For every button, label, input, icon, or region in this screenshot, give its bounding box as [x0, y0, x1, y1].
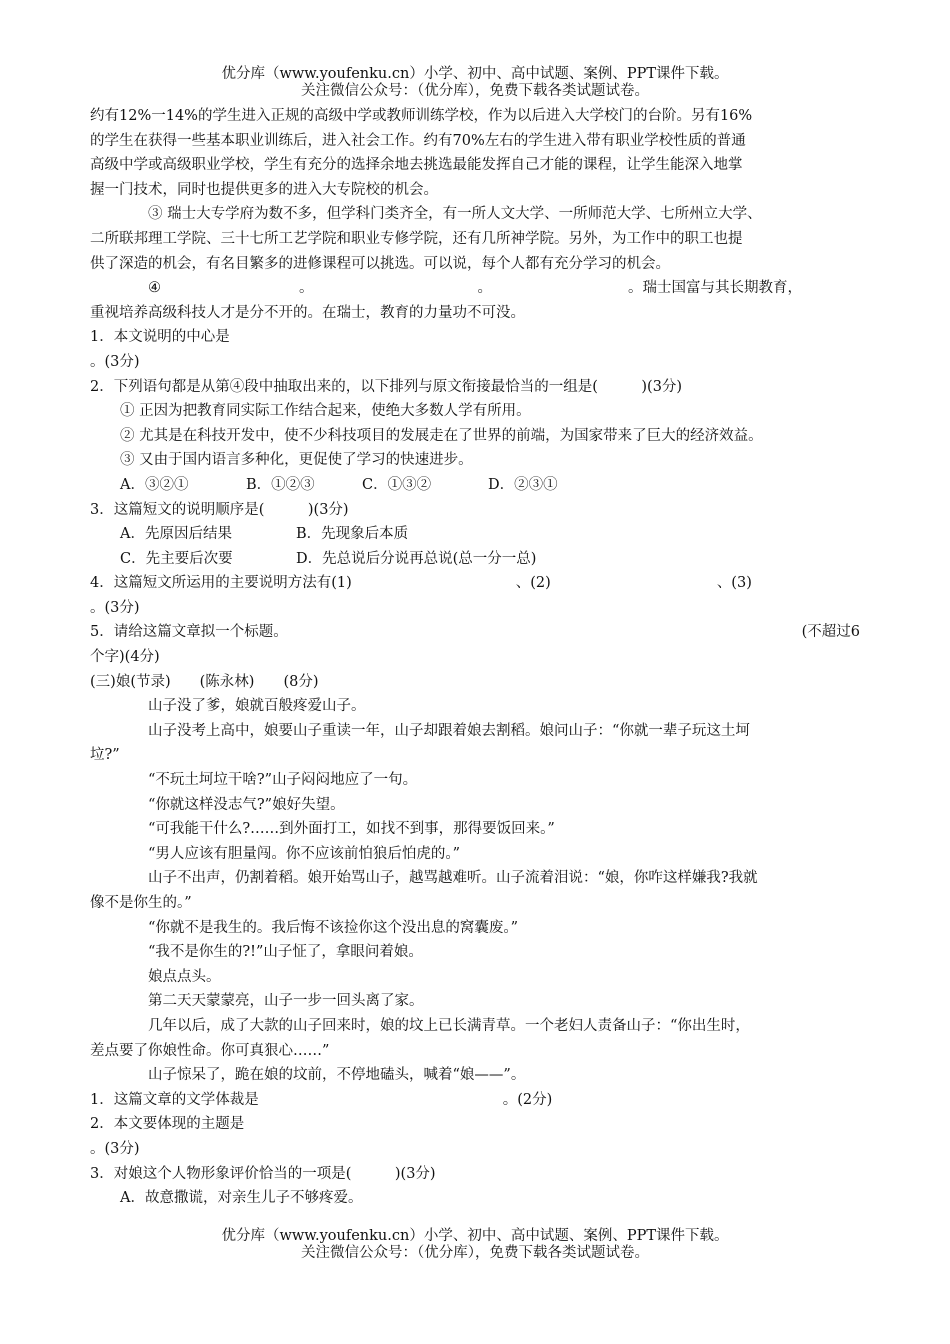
story-line: “你就这样没志气?”娘好失望。	[148, 796, 345, 813]
story-question-2: 2．本文要体现的主题是	[90, 1116, 245, 1133]
footer-line-1: 优分库（www.youfenku.cn）小学、初中、高中试题、案例、PPT课件下载。	[221, 1228, 729, 1244]
story-line: “可我能干什么?……到外面打工，如找不到事，那得要饭回来。”	[148, 821, 555, 838]
passage-line: ③ 瑞士大专学府为数不多，但学科门类齐全，有一所人文大学、一所师范大学、七所州立大学、	[148, 206, 762, 223]
blank-end: 。	[477, 280, 492, 297]
question-3-options-row-2	[90, 547, 860, 572]
story-line: 垃?”	[90, 747, 120, 764]
story-line: 差点要了你娘性命。你可真狠心……”	[90, 1042, 330, 1059]
story-line: 像不是你生的。”	[90, 895, 192, 911]
story-line: 娘点点头。	[148, 968, 221, 985]
paragraph-4-line	[90, 276, 860, 301]
blank-end: 。	[299, 280, 314, 297]
option-b: B．先现象后本质	[296, 526, 409, 543]
passage-line: 供了深造的机会，有名目繁多的进修课程可以挑选。可以说，每个人都有充分学习的机会。	[90, 255, 670, 272]
story-line: “我不是你生的?!”山子怔了，拿眼问着娘。	[148, 944, 423, 961]
option-d: D．先总说后分说再总说(总一分一总)	[296, 550, 537, 567]
question-5-text: 5．请给这篇文章拟一个标题。	[90, 624, 288, 641]
option-d: D．②③①	[488, 476, 558, 493]
option-b: B．①②③	[246, 476, 315, 493]
question-4-text: 4．这篇短文所运用的主要说明方法有(1)	[90, 575, 352, 592]
passage-line: 重视培养高级科技人才是分不开的。在瑞士，教育的力量功不可没。	[90, 304, 525, 321]
page-footer	[0, 1228, 950, 1262]
question-1: 1．本文说明的中心是	[90, 329, 230, 346]
header-line-2: 关注微信公众号：（优分库），免费下载各类试题试卷。	[301, 83, 649, 99]
footer-line-2: 关注微信公众号：（优分库），免费下载各类试题试卷。	[301, 1245, 649, 1261]
page-header	[0, 66, 950, 100]
story-line: 山子不出声，仍割着稻。娘开始骂山子，越骂越难听。山子流着泪说：“娘，你咋这样嫌我?我就	[148, 870, 758, 887]
question-2-options	[90, 473, 860, 498]
story-question-3-option-a: A．故意撒谎，对亲生儿子不够疼爱。	[120, 1190, 363, 1207]
question-5-tail: (不超过6	[801, 624, 860, 641]
story-question-1-text: 1．这篇文章的文学体裁是	[90, 1091, 259, 1108]
paragraph-4-tail: 。瑞士国富与其长期教育，	[628, 280, 802, 297]
option-a: A．③②①	[120, 476, 189, 493]
question-2-sentence-3: ③ 又由于国内语言多种化，更促使了学习的快速进步。	[120, 452, 473, 469]
question-2-sentence-1: ① 正因为把教育同实际工作结合起来，使绝大多数人学有所用。	[120, 403, 531, 420]
document-body	[90, 104, 860, 1211]
story-line: 山子惊呆了，跪在娘的坟前，不停地磕头，喊着“娘——”。	[148, 1067, 526, 1084]
section-title: (三)娘(节录) (陈永林) (8分)	[90, 673, 319, 690]
option-c: C．①③②	[362, 476, 432, 493]
story-question-2-end: 。(3分)	[90, 1140, 140, 1157]
question-3-options-row-1	[90, 522, 860, 547]
story-line: 几年以后，成了大款的山子回来时，娘的坟上已长满青草。一个老妇人责备山子：“你出生时，	[148, 1017, 750, 1034]
option-c: C．先主要后次要	[120, 550, 233, 567]
passage-line: 的学生在获得一些基本职业训练后，进入社会工作。约有70%左右的学生进入带有职业学校性质的普通	[90, 132, 746, 149]
question-2: 2．下列语句都是从第④段中抽取出来的，以下排列与原文衔接最恰当的一组是( )(3分)	[90, 378, 683, 395]
story-question-3: 3．对娘这个人物形象评价恰当的一项是( )(3分)	[90, 1165, 436, 1182]
passage-line: 约有12%一14%的学生进入正规的高级中学或教师训练学校，作为以后进入大学校门的台阶。另有16%	[90, 108, 753, 124]
question-4-part-2: 、(2)	[515, 575, 551, 592]
question-4-end: 。(3分)	[90, 599, 140, 616]
story-line: 第二天天蒙蒙亮，山子一步一回头离了家。	[148, 993, 424, 1010]
paragraph-number: ④	[148, 280, 161, 297]
story-line: “你就不是我生的。我后悔不该捡你这个没出息的窝囊废。”	[148, 919, 519, 936]
question-4-part-3: 、(3)	[716, 575, 752, 592]
header-line-1: 优分库（www.youfenku.cn）小学、初中、高中试题、案例、PPT课件下载。	[221, 66, 729, 82]
passage-line: 二所联邦理工学院、三十七所工艺学院和职业专修学院，还有几所神学院。另外，为工作中的职工也提	[90, 230, 743, 247]
option-a: A．先原因后结果	[120, 526, 232, 543]
story-question-1-end: 。(2分)	[502, 1091, 553, 1108]
question-4	[90, 571, 860, 596]
question-3: 3．这篇短文的说明顺序是( )(3分)	[90, 501, 349, 518]
passage-line: 握一门技术，同时也提供更多的进入大专院校的机会。	[90, 181, 438, 198]
story-line: “男人应该有胆量闯。你不应该前怕狼后怕虎的。”	[148, 845, 461, 862]
question-2-sentence-2: ② 尤其是在科技开发中，使不少科技项目的发展走在了世界的前端，为国家带来了巨大的经济效益。	[120, 427, 763, 444]
question-1-end: 。(3分)	[90, 353, 140, 370]
story-line: 山子没考上高中，娘要山子重读一年，山子却跟着娘去割稻。娘问山子：“你就一辈子玩这土坷	[148, 722, 750, 739]
passage-line: 高级中学或高级职业学校，学生有充分的选择余地去挑选最能发挥自己才能的课程，让学生能深入地掌	[90, 157, 743, 174]
story-line: 山子没了爹，娘就百般疼爱山子。	[148, 698, 366, 715]
question-5-end: 个字)(4分)	[90, 649, 160, 666]
question-5	[90, 620, 860, 645]
story-line: “不玩土坷垃干啥?”山子闷闷地应了一句。	[148, 772, 418, 789]
story-question-1	[90, 1088, 860, 1113]
